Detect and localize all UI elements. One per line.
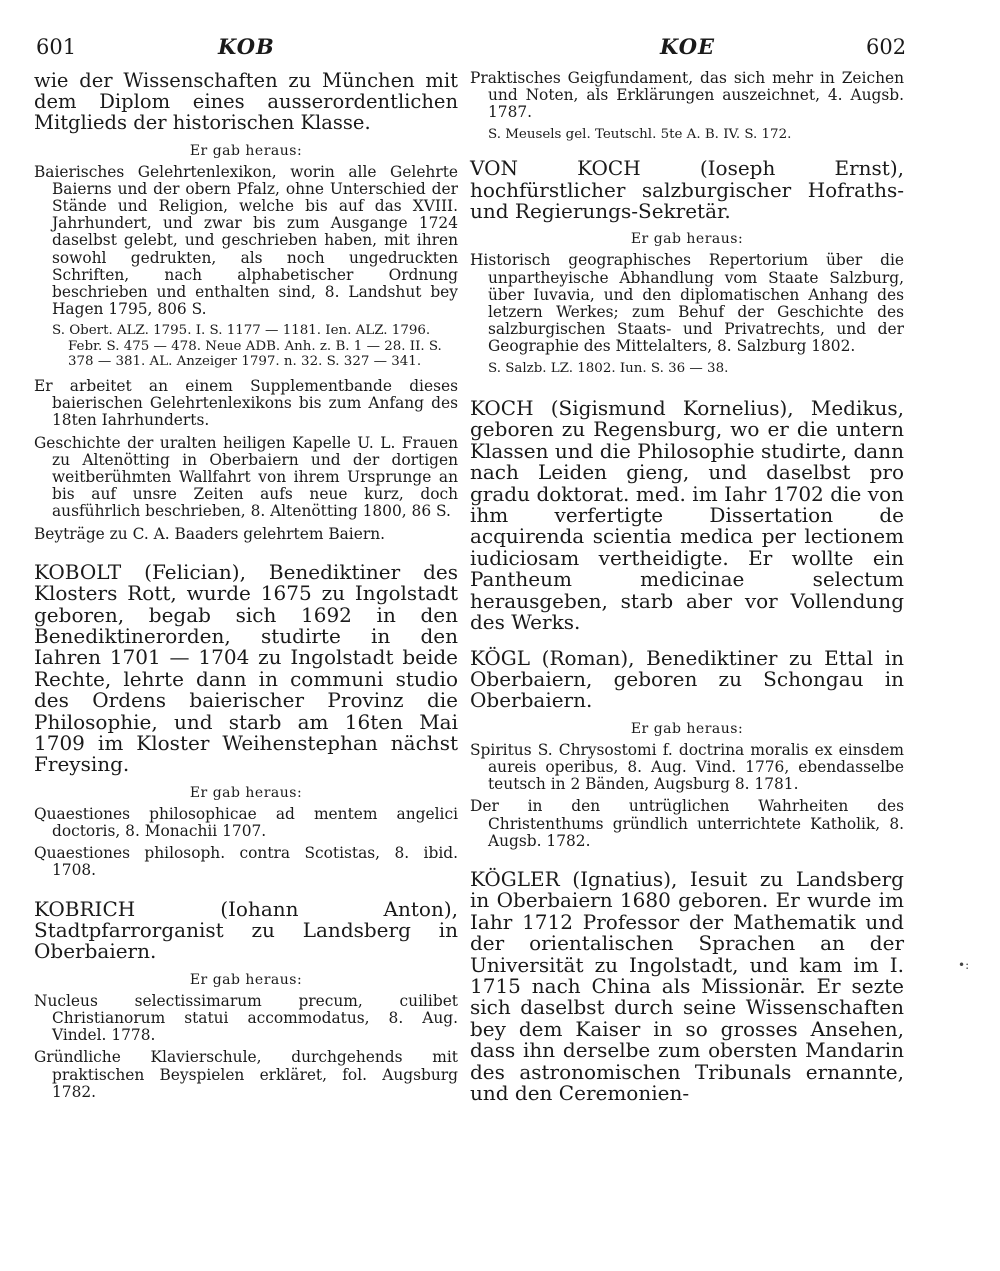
bibliography-entry: Er arbeitet an einem Supplementbande dieses baierischen Gelehrtenlexikons bis zum Anfang des 18ten Iahrhunderts.: [34, 376, 458, 430]
biography-von-koch: VON KOCH (Ioseph Ernst), hochfürstlicher salzburgischer Hofraths- und Regierungs-Sekretär.: [470, 156, 904, 223]
review-reference: S. Salzb. LZ. 1802. Iun. S. 36 — 38.: [488, 360, 729, 376]
biography-kobrich: KOBRICH (Iohann Anton), Stadtpfarrorganist zu Landsberg in Oberbaiern.: [34, 896, 458, 964]
bibliography-entry: Praktisches Geigfundament, das sich mehr in Zeichen und Noten, als Erklärungen auszeichnet, 4. Augsb. 1787.: [470, 69, 904, 122]
left-column: [34, 70, 458, 1106]
left-page-number: 601: [36, 35, 77, 59]
bibliography-entry: Quaestiones philosoph. contra Scotistas, 8. ibid. 1708.: [34, 844, 458, 880]
paragraph-continuation: wie der Wissenschaften zu München mit dem Diplom eines ausserordentlichen Mitglieds der historischen Klasse.: [34, 69, 458, 135]
er-gab-heraus-heading: Er gab heraus:: [630, 231, 744, 248]
er-gab-heraus-heading: Er gab heraus:: [630, 720, 744, 737]
biography-koegler: KÖGLER (Ignatius), Iesuit zu Landsberg in Oberbaiern 1680 geboren. Er wurde im Iahr 1712 Professor der Mathematik und der orientalischen Sprachen an der Universität zu Ingolstadt, und kam im I. 1715 nach China als Missionär. Er sezte sich daselbst durch seine Wissenschaften bey dem Kaiser in so grosses Ansehen, dass ihn derselbe zum obersten Mandarin des astronomischen Tribunals ernannte, und den Ceremonien-: [470, 866, 904, 1106]
bibliography-entry: Gründliche Klavierschule, durchgehends mit praktischen Beyspielen erkläret, fol. Augsburg 1782.: [34, 1048, 458, 1101]
right-page-number: 602: [866, 35, 907, 59]
bibliography-entry: Nucleus selectissimarum precum, cuilibet Christianorum statui accommodatus, 8. Aug. Vindel. 1778.: [34, 991, 458, 1045]
bibliography-entry: Historisch geographisches Repertorium über die unpartheyische Abhandlung vom Staate Salzburg, über Iuvavia, und den diplomatischen Anhang des letzern Werkes; zum Behuf der Geschichte des salzburgischen Staats- und Privatrechts, und der Geographie des Mittelalters, 8. Salzburg 1802.: [470, 251, 904, 356]
biography-koch-sigismund: KOCH (Sigismund Kornelius), Medikus, geboren zu Regensburg, wo er die untern Klassen und die Philosophie studirte, dann nach Leiden gieng, und daselbst pro gradu doktorat. med. im Iahr 1702 die von ihm verfertigte Dissertation de acquirenda scientia medica per lectionem iudiciosam vertheidigte. Er wollte ein Pantheum medicinae selectum herausgeben, starb aber vor Vollendung des Werks.: [470, 396, 904, 635]
er-gab-heraus-heading: Er gab heraus:: [189, 784, 303, 801]
biography-kobolt: KOBOLT (Felician), Benediktiner des Klosters Rott, wurde 1675 zu Ingolstadt geboren, begab sich 1692 in den Benediktinerorden, studirte in den Iahren 1701 — 1704 zu Ingolstadt beide Rechte, lehrte dann in communi studio des Ordens baierischer Provinz die Philosophie, und starb am 16ten Mai 1709 im Kloster Weihenstephan nächst Freysing.: [34, 559, 458, 777]
biography-koegl: KÖGL (Roman), Benediktiner zu Ettal in Oberbaiern, geboren zu Schongau in Oberbaiern.: [470, 645, 904, 713]
right-column: [470, 70, 904, 1104]
review-reference: S. Meusels gel. Teutschl. 5te A. B. IV. S. 172.: [488, 126, 792, 142]
er-gab-heraus-heading: Er gab heraus:: [189, 142, 303, 159]
bibliography-entry: Spiritus S. Chrysostomi f. doctrina moralis ex einsdem aureis operibus, 8. Aug. Vind. 1776, ebendasselbe teutsch in 2 Bänden, Augsburg 8. 1781.: [470, 740, 904, 794]
margin-mark: •:: [958, 958, 970, 972]
bibliography-entry: Baierisches Gelehrtenlexikon, worin alle Gelehrte Baierns und der obern Pfalz, ohne Unterschied der Stände und Religion, welche bis auf das XVIII. Jahrhundert, und zwar bis zum Ausgange 1724 daselbst gelebt, und geschrieben haben, mit ihren sowohl gedrukten, als noch ungedruckten Schriften, nach alphabetischer Ordnung beschrieben und enthalten sind, 8. Landshut bey Hagen 1795, 806 S.: [34, 162, 458, 319]
bibliography-entry: Geschichte der uralten heiligen Kapelle U. L. Frauen zu Altenötting in Oberbaiern und der dortigen weitberühmten Wallfahrt von ihrem Ursprunge an bis auf unsre Zeiten aufs neue kurz, doch ausführlich beschrieben, 8. Altenötting 1800, 86 S.: [34, 433, 458, 521]
bibliography-entry: Beyträge zu C. A. Baaders gelehrtem Baiern.: [34, 524, 385, 543]
left-running-head: KOB: [218, 34, 275, 59]
bibliography-entry: Quaestiones philosophicae ad mentem angelici doctoris, 8. Monachii 1707.: [34, 804, 458, 841]
er-gab-heraus-heading: Er gab heraus:: [189, 971, 303, 988]
right-running-head: KOE: [660, 34, 715, 59]
bibliography-entry: Der in den untrüglichen Wahrheiten des Christenthums gründlich unterrichtete Katholik, 8. Augsb. 1782.: [470, 797, 904, 850]
review-reference: S. Obert. ALZ. 1795. I. S. 1177 — 1181. Ien. ALZ. 1796. Febr. S. 475 — 478. Neue ADB. Anh. z. B. 1 — 28. II. S. 378 — 381. AL. Anzeiger 1797. n. 32. S. 327 — 341.: [52, 323, 442, 370]
